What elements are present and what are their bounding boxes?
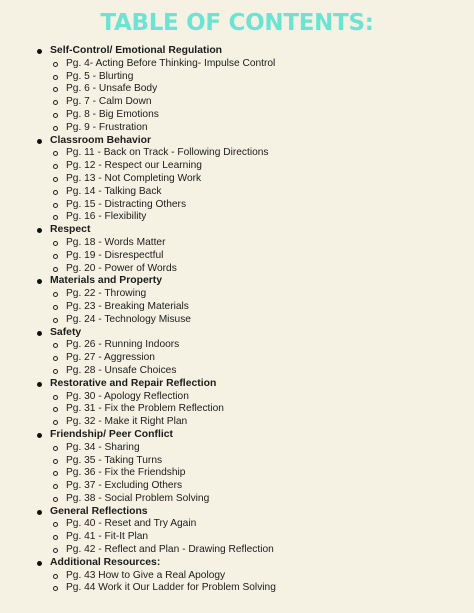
section-heading-text: Classroom Behavior [50, 134, 152, 146]
toc-entry-text: Pg. 8 - Big Emotions [66, 108, 159, 120]
hollow-bullet-icon [53, 459, 58, 464]
table-of-contents [28, 45, 454, 595]
toc-entry-text: Pg. 35 - Taking Turns [66, 454, 163, 466]
toc-entry-text: Pg. 30 - Apology Reflection [66, 390, 189, 402]
toc-entry [28, 211, 454, 224]
hollow-bullet-icon [53, 446, 58, 451]
hollow-bullet-icon [53, 100, 58, 105]
toc-entry-text: Pg. 40 - Reset and Try Again [66, 518, 197, 530]
filled-bullet-icon [37, 139, 42, 144]
filled-bullet-icon [37, 433, 42, 438]
toc-entry [28, 403, 454, 416]
hollow-bullet-icon [53, 535, 58, 540]
toc-entry [28, 237, 454, 250]
toc-entry-text: Pg. 18 - Words Matter [66, 236, 166, 248]
toc-entry [28, 314, 454, 327]
hollow-bullet-icon [53, 87, 58, 92]
toc-entry-text: Pg. 15 - Distracting Others [66, 198, 187, 210]
toc-entry [28, 582, 454, 595]
toc-entry [28, 160, 454, 173]
toc-entry-text: Pg. 38 - Social Problem Solving [66, 492, 210, 504]
hollow-bullet-icon [53, 305, 58, 310]
hollow-bullet-icon [53, 203, 58, 208]
toc-section [28, 378, 454, 429]
hollow-bullet-icon [53, 177, 58, 182]
filled-bullet-icon [37, 228, 42, 233]
toc-entry-text: Pg. 31 - Fix the Problem Reflection [66, 403, 224, 415]
filled-bullet-icon [37, 279, 42, 284]
toc-entry-text: Pg. 42 - Reflect and Plan - Drawing Reflection [66, 544, 274, 556]
hollow-bullet-icon [53, 126, 58, 131]
toc-entry [28, 365, 454, 378]
hollow-bullet-icon [53, 471, 58, 476]
toc-section [28, 275, 454, 326]
toc-entry [28, 147, 454, 160]
hollow-bullet-icon [53, 407, 58, 412]
hollow-bullet-icon [53, 548, 58, 553]
toc-section [28, 327, 454, 378]
page-title: TABLE OF CONTENTS: [100, 10, 374, 36]
toc-entry-text: Pg. 36 - Fix the Friendship [66, 467, 186, 479]
section-heading [28, 275, 454, 288]
toc-entry [28, 531, 454, 544]
hollow-bullet-icon [53, 497, 58, 502]
toc-entry-text: Pg. 9 - Frustration [66, 121, 148, 133]
hollow-bullet-icon [53, 369, 58, 374]
toc-entry-text: Pg. 7 - Calm Down [66, 96, 152, 108]
toc-section [28, 45, 454, 135]
hollow-bullet-icon [53, 395, 58, 400]
hollow-bullet-icon [53, 215, 58, 220]
toc-entry [28, 480, 454, 493]
toc-entry-text: Pg. 27 - Aggression [66, 352, 155, 364]
toc-entry-text: Pg. 41 - Fit-It Plan [66, 531, 149, 543]
toc-entry [28, 570, 454, 583]
toc-section [28, 429, 454, 506]
section-heading [28, 45, 454, 58]
hollow-bullet-icon [53, 267, 58, 272]
toc-entry [28, 467, 454, 480]
section-heading-text: General Reflections [50, 505, 148, 517]
section-heading [28, 429, 454, 442]
toc-entry [28, 250, 454, 263]
section-heading [28, 557, 454, 570]
hollow-bullet-icon [53, 574, 58, 579]
toc-entry [28, 339, 454, 352]
hollow-bullet-icon [53, 343, 58, 348]
toc-entry-text: Pg. 37 - Excluding Others [66, 480, 183, 492]
toc-entry [28, 455, 454, 468]
toc-entry-text: Pg. 16 - Flexibility [66, 211, 147, 223]
filled-bullet-icon [37, 331, 42, 336]
toc-entry [28, 83, 454, 96]
toc-section [28, 224, 454, 275]
hollow-bullet-icon [53, 241, 58, 246]
toc-entry-text: Pg. 20 - Power of Words [66, 262, 177, 274]
toc-entry-text: Pg. 13 - Not Completing Work [66, 172, 202, 184]
toc-entry [28, 352, 454, 365]
toc-entry-text: Pg. 11 - Back on Track - Following Directions [66, 147, 269, 159]
hollow-bullet-icon [53, 164, 58, 169]
hollow-bullet-icon [53, 292, 58, 297]
toc-entry-text: Pg. 26 - Running Indoors [66, 339, 180, 351]
toc-entry-text: Pg. 6 - Unsafe Body [66, 83, 158, 95]
toc-entry [28, 186, 454, 199]
hollow-bullet-icon [53, 151, 58, 156]
section-heading [28, 327, 454, 340]
hollow-bullet-icon [53, 254, 58, 259]
toc-entry [28, 518, 454, 531]
toc-entry [28, 544, 454, 557]
section-heading-text: Friendship/ Peer Conflict [50, 428, 173, 440]
section-heading [28, 378, 454, 391]
toc-entry [28, 493, 454, 506]
toc-entry-text: Pg. 43 How to Give a Real Apology [66, 569, 226, 581]
section-heading [28, 135, 454, 148]
section-heading-text: Additional Resources: [50, 556, 161, 568]
hollow-bullet-icon [53, 62, 58, 67]
section-heading [28, 224, 454, 237]
toc-entry [28, 391, 454, 404]
filled-bullet-icon [37, 382, 42, 387]
toc-entry [28, 58, 454, 71]
hollow-bullet-icon [53, 75, 58, 80]
toc-entry-text: Pg. 34 - Sharing [66, 441, 140, 453]
toc-entry [28, 301, 454, 314]
filled-bullet-icon [37, 49, 42, 54]
toc-entry-text: Pg. 14 - Talking Back [66, 185, 162, 197]
toc-entry-text: Pg. 19 - Disrespectful [66, 249, 164, 261]
toc-entry [28, 288, 454, 301]
toc-entry-text: Pg. 22 - Throwing [66, 288, 147, 300]
toc-entry-text: Pg. 4- Acting Before Thinking- Impulse Control [66, 57, 276, 69]
toc-entry [28, 122, 454, 135]
hollow-bullet-icon [53, 113, 58, 118]
toc-entry-text: Pg. 12 - Respect our Learning [66, 160, 202, 172]
toc-entry-text: Pg. 44 Work it Our Ladder for Problem Solving [66, 582, 276, 594]
filled-bullet-icon [37, 510, 42, 515]
section-heading-text: Restorative and Repair Reflection [50, 377, 217, 389]
hollow-bullet-icon [53, 522, 58, 527]
toc-section [28, 557, 454, 595]
toc-entry [28, 71, 454, 84]
section-heading [28, 506, 454, 519]
toc-section [28, 135, 454, 225]
hollow-bullet-icon [53, 190, 58, 195]
toc-section [28, 506, 454, 557]
toc-entry [28, 199, 454, 212]
toc-entry-text: Pg. 24 - Technology Misuse [66, 313, 191, 325]
section-heading-text: Respect [50, 224, 91, 236]
toc-entry [28, 263, 454, 276]
toc-entry-text: Pg. 28 - Unsafe Choices [66, 364, 177, 376]
section-heading-text: Materials and Property [50, 275, 163, 287]
toc-entry-text: Pg. 32 - Make it Right Plan [66, 416, 188, 428]
section-heading-text: Self-Control/ Emotional Regulation [50, 45, 223, 56]
hollow-bullet-icon [53, 420, 58, 425]
hollow-bullet-icon [53, 484, 58, 489]
toc-entry [28, 173, 454, 186]
filled-bullet-icon [37, 561, 42, 566]
toc-entry [28, 416, 454, 429]
toc-entry [28, 442, 454, 455]
toc-entry-text: Pg. 23 - Breaking Materials [66, 300, 189, 312]
hollow-bullet-icon [53, 356, 58, 361]
hollow-bullet-icon [53, 586, 58, 591]
section-heading-text: Safety [50, 326, 82, 338]
toc-entry [28, 109, 454, 122]
toc-entry [28, 96, 454, 109]
toc-entry-text: Pg. 5 - Blurting [66, 70, 134, 82]
hollow-bullet-icon [53, 318, 58, 323]
